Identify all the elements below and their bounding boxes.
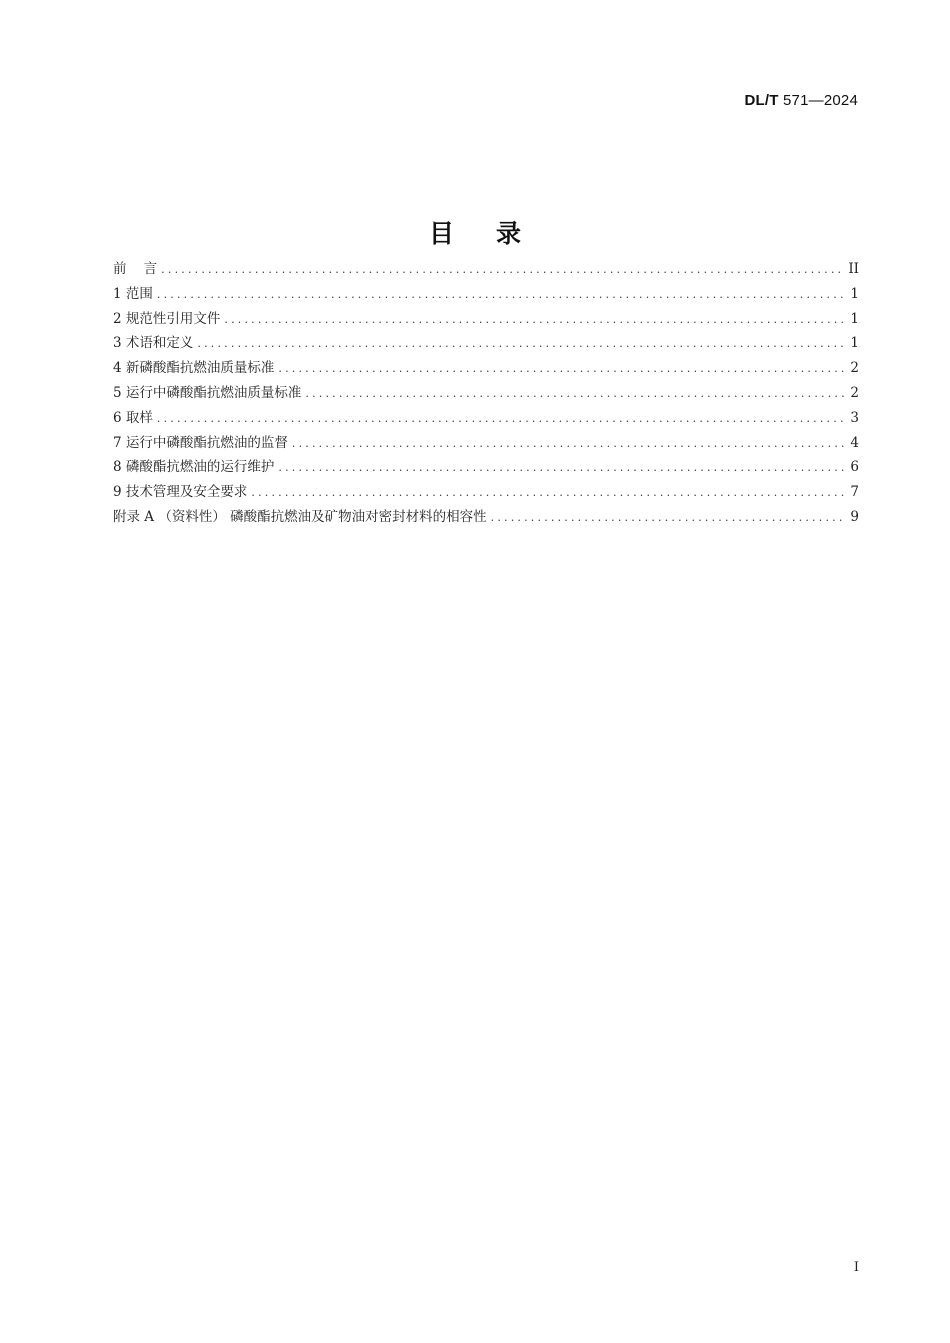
standard-code: [744, 92, 858, 109]
toc-entry-operating-oil-standard[interactable]: [113, 381, 859, 406]
toc-entry-supervision[interactable]: [113, 431, 859, 456]
toc-entry-scope[interactable]: [113, 282, 859, 307]
toc-entry-label: 1 范围: [113, 285, 153, 302]
toc-leader-dots: [157, 407, 847, 432]
toc-entry-management-safety[interactable]: [113, 480, 859, 505]
toc-leader-dots: [251, 481, 846, 506]
toc-entry-label: 5 运行中磷酸酯抗燃油质量标准: [113, 384, 302, 401]
page-number: I: [853, 1260, 859, 1275]
toc-entry-label: 前 言: [113, 261, 158, 277]
toc-leader-dots: [278, 357, 846, 382]
toc-leader-dots: [278, 456, 846, 481]
toc-entry-maintenance[interactable]: [113, 455, 859, 480]
toc-entry-page: 7: [850, 484, 859, 501]
toc-entry-label: 2 规范性引用文件: [113, 310, 221, 327]
toc-entry-appendix-a[interactable]: [113, 505, 859, 530]
toc-entry-terms-definitions[interactable]: [113, 331, 859, 356]
toc-entry-page: 1: [850, 285, 859, 302]
toc-list: [113, 257, 859, 530]
standard-prefix: DL/T: [744, 92, 779, 109]
toc-leader-dots: [292, 432, 847, 457]
toc-entry-page: 2: [850, 360, 859, 377]
toc-entry-normative-references[interactable]: [113, 307, 859, 332]
toc-entry-page: 3: [850, 409, 859, 426]
toc-entry-page: 4: [850, 434, 859, 451]
toc-entry-label: 4 新磷酸酯抗燃油质量标准: [113, 360, 275, 377]
toc-entry-page: 1: [850, 310, 859, 327]
toc-entry-label: 8 磷酸酯抗燃油的运行维护: [113, 459, 275, 476]
toc-entry-page: II: [848, 261, 859, 277]
toc-entry-page: 1: [850, 335, 859, 352]
toc-entry-foreword[interactable]: [113, 257, 859, 282]
toc-leader-dots: [197, 332, 846, 357]
toc-entry-label: 附录 A （资料性） 磷酸酯抗燃油及矿物油对密封材料的相容性: [113, 508, 487, 525]
toc-leader-dots: [305, 382, 846, 407]
toc-entry-page: 9: [850, 508, 859, 525]
toc-entry-page: 6: [850, 459, 859, 476]
toc-leader-dots: [224, 308, 846, 333]
toc-entry-label: 6 取样: [113, 409, 153, 426]
toc-leader-dots: [161, 258, 844, 283]
toc-leader-dots: [157, 283, 847, 308]
toc-entry-page: 2: [850, 384, 859, 401]
toc-leader-dots: [491, 506, 847, 531]
toc-title: 目录: [428, 219, 563, 248]
standard-number: 571—2024: [783, 92, 858, 109]
toc-entry-new-oil-standard[interactable]: [113, 356, 859, 381]
toc-entry-label: 7 运行中磷酸酯抗燃油的监督: [113, 434, 288, 451]
toc-entry-label: 9 技术管理及安全要求: [113, 484, 248, 501]
toc-entry-sampling[interactable]: [113, 406, 859, 431]
toc-entry-label: 3 术语和定义: [113, 335, 194, 352]
